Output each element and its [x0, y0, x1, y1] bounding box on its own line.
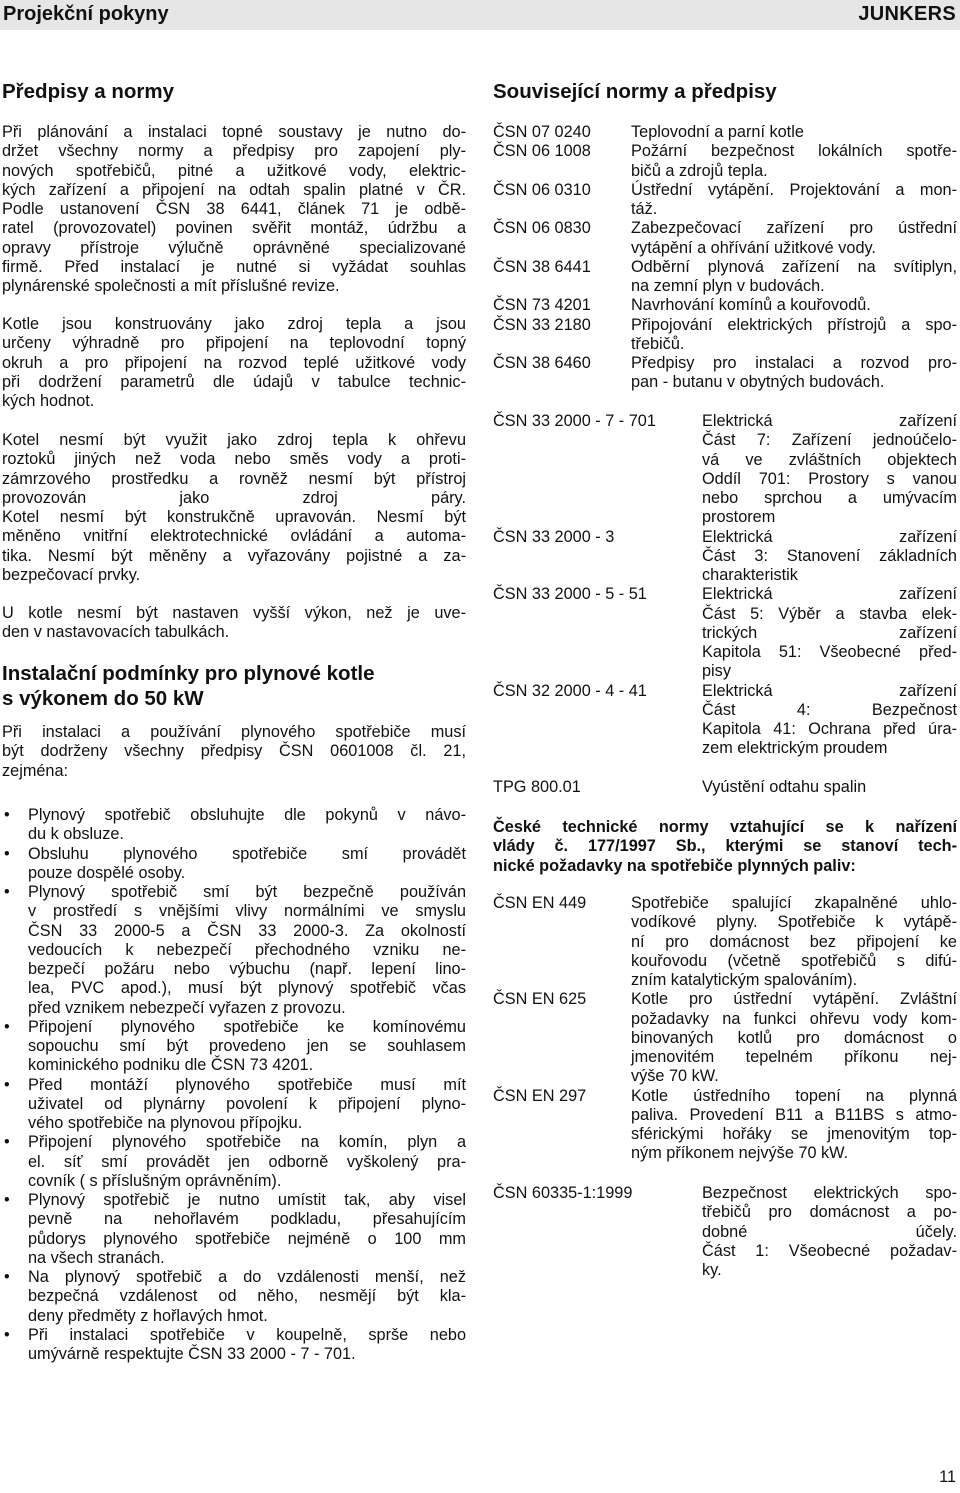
list-item-text-line: Před montáží plynového spotřebiče musí mít: [28, 1075, 466, 1094]
norm-description-line: nebo sprchou a umývacím: [702, 489, 957, 507]
norm-description-line: Kapitola 51: Všeobecné před-: [702, 643, 957, 661]
list-item: [2, 806, 466, 845]
norm-description-line: Část 7: Zařízení jednoúčelo-: [702, 431, 957, 450]
list-item-text-line: Plynový spotřebič smí být bezpečně používán: [28, 883, 466, 901]
norm-description: [702, 528, 957, 586]
norm-description-line: ným příkonem nejvýše 70 kW.: [631, 1144, 849, 1163]
list-item-text-line: Na plynový spotřebič a do vzdálenosti menší, než: [28, 1268, 466, 1286]
list-item-text-line: bezpečí požáru nebo výbuchu (např. lepení lino-: [28, 960, 466, 978]
norm-description-line: Vyústění odtahu spalin: [702, 777, 867, 796]
list-item-text-line: lea, PVC apod.), musí být plynový spotřebič včas: [28, 979, 466, 998]
paragraph-line: určeny výhradně pro připojení na teplovodní topný: [2, 334, 466, 353]
list-item: [2, 883, 466, 1018]
norm-description: [631, 142, 957, 181]
norm-code: ČSN EN 297: [493, 1086, 587, 1105]
norm-description-line: Odběrní plynová zařízení na svítiplyn,: [631, 257, 957, 276]
norm-description: [631, 219, 957, 258]
heading-regulations: Předpisy a normy: [2, 80, 175, 103]
paragraph-line: zámrzového prostředku a rovněž nesmí být přístroj: [2, 469, 466, 488]
list-item-text-line: Plynový spotřebič je nutno umístit tak, aby visel: [28, 1191, 466, 1209]
norm-description-line: charakteristik: [702, 566, 798, 584]
paragraph-line: U kotle nesmí být nastaven vyšší výkon, než je uve-: [2, 604, 466, 622]
requirements-list: [2, 806, 466, 1364]
paragraph-line: držet všechny normy a předpisy pro zapojení ply-: [2, 142, 466, 161]
brand-name: JUNKERS: [858, 3, 956, 25]
list-item-text-line: pouze dospělé osoby.: [28, 863, 186, 882]
paragraph-line: firmě. Před instalací je nutné si vyžádat souhlas: [2, 257, 466, 276]
norm-code: ČSN 32 2000 - 4 - 41: [493, 681, 647, 700]
paragraph-line: roztoků jiných než voda nebo směs vody a proti-: [2, 450, 466, 469]
paragraph-line: okruh a pro připojení na rozvod teplé užitkové vody: [2, 353, 466, 372]
paragraph-line: Kotel nesmí být konstrukčně upravován. Nesmí být: [2, 508, 466, 526]
list-item-text-line: sopouchu smí být provedeno jen se souhlasem: [28, 1037, 466, 1055]
norm-description: [631, 316, 957, 355]
norm-description: [631, 123, 957, 142]
norm-description-line: Požární bezpečnost lokálních spotře-: [631, 142, 957, 161]
list-item-text-line: půdorys plynového spotřebiče nejméně o 100 mm: [28, 1229, 466, 1248]
bullet-icon: •: [4, 1017, 10, 1036]
paragraph-line: kých zařízení a připojení na odtah spalin platné v ČR.: [2, 180, 466, 199]
norm-description-line: Teplovodní a parní kotle: [631, 123, 804, 141]
norm-description-line: prostorem: [702, 508, 776, 527]
list-item-text-line: Připojení plynového spotřebiče na komín, plyn a: [28, 1133, 466, 1152]
paragraph-line: Kotel nesmí být využit jako zdroj tepla k ohřevu: [2, 431, 466, 449]
norm-description-line: táž.: [631, 200, 658, 218]
norm-description-line: výše 70 kW.: [631, 1067, 719, 1086]
list-item-text-line: deny předměty z hořlavých hmot.: [28, 1306, 268, 1325]
paragraph-boilers: [2, 315, 466, 411]
bold-note-line: nické požadavky na spotřebiče plynných paliv:: [493, 856, 856, 875]
bullet-icon: •: [4, 844, 10, 863]
paragraph-line: Kotle jsou konstruovány jako zdroj tepla a jsou: [2, 315, 466, 333]
norm-code: ČSN 06 0830: [493, 219, 591, 238]
norm-description: [631, 354, 957, 393]
norm-description: [702, 682, 957, 759]
norm-code: ČSN 33 2000 - 7 - 701: [493, 412, 656, 430]
bullet-icon: •: [4, 883, 10, 901]
norm-description-line: Kapitola 41: Ochrana před úra-: [702, 720, 957, 738]
list-item-text-line: Plynový spotřebič obsluhujte dle pokynů v návo-: [28, 806, 466, 824]
norm-description-line: Elektrická zařízení: [702, 412, 957, 430]
paragraph-line: opravy přístroje výlučně oprávněné specializované: [2, 238, 466, 257]
header-title: Projekční pokyny: [3, 3, 169, 25]
bullet-icon: •: [4, 1133, 10, 1152]
norm-code: ČSN 60335-1:1999: [493, 1184, 633, 1202]
norm-description-line: kouřovodu (včetně spotřebičů s difú-: [631, 951, 957, 970]
list-item-text-line: uživatel od plynárny povolení k připojení plyno-: [28, 1094, 466, 1113]
norm-description-line: Zabezpečovací zařízení pro ústřední: [631, 219, 957, 238]
norm-description-line: ky.: [702, 1261, 722, 1279]
paragraph-line: den v nastavovacích tabulkách.: [2, 623, 230, 642]
list-item-text-line: el. síť smí provádět jen odborně vyškolený pra-: [28, 1152, 466, 1171]
norm-code: ČSN 38 6441: [493, 257, 591, 276]
norm-description: [702, 778, 957, 797]
norm-description-line: třebičů pro domácnost a po-: [702, 1203, 957, 1222]
norm-description-line: Kotle ústředního topení na plynná: [631, 1086, 957, 1105]
paragraph-line: při dodržení parametrů dle údajů v tabulce technic-: [2, 372, 466, 391]
paragraph-line: kých hodnot.: [2, 392, 95, 410]
norm-description-line: Připojování elektrických přístrojů a spo-: [631, 315, 957, 334]
norm-description-line: na zemní plyn v budovách.: [631, 277, 825, 295]
norm-description: [702, 1184, 957, 1280]
norm-description-line: Část 1: Všeobecné požadav-: [702, 1241, 957, 1260]
list-item: [2, 845, 466, 884]
norm-description-line: Elektrická zařízení: [702, 527, 957, 546]
paragraph-installation: [2, 723, 466, 781]
norm-description: [631, 296, 957, 315]
norm-description: [631, 990, 957, 1086]
paragraph-line: Podle ustanovení ČSN 38 6441, článek 71 je odbě-: [2, 200, 466, 218]
norm-description-line: Spotřebiče spalující zkapalněné uhlo-: [631, 894, 957, 912]
paragraph-restrictions: [2, 431, 466, 585]
norm-description-line: Ústřední vytápění. Projektování a mon-: [631, 180, 957, 199]
norm-description-line: binovaných kotlů pro domácnost o: [631, 1028, 957, 1047]
list-item-text-line: kominického podniku dle ČSN 73 4201.: [28, 1056, 314, 1075]
paragraph-line: bezpečovací prvky.: [2, 565, 141, 584]
norm-description: [631, 181, 957, 220]
norm-description-line: bičů a zdrojů tepla.: [631, 161, 768, 180]
heading-related-norms: Související normy a předpisy: [493, 80, 777, 103]
list-item-text-line: na všech stranách.: [28, 1248, 165, 1267]
list-item-text-line: v prostředí s vnějšími vlivy normálními ve smyslu: [28, 902, 466, 921]
norm-description-line: Oddíl 701: Prostory s vanou: [702, 469, 957, 488]
norm-description-line: požadavky na funkci ohřevu vody kom-: [631, 1009, 957, 1028]
bullet-icon: •: [4, 1325, 10, 1344]
norm-code: ČSN EN 625: [493, 990, 587, 1009]
norm-code: ČSN 33 2000 - 5 - 51: [493, 585, 647, 604]
paragraph-line: být dodrženy všechny předpisy ČSN 0601008 čl. 21,: [2, 742, 466, 761]
norm-description-line: Elektrická zařízení: [702, 681, 957, 700]
list-item: [2, 1133, 466, 1191]
list-item-text-line: covník ( s příslušným oprávněním).: [28, 1171, 282, 1190]
norm-description-line: Část 3: Stanovení základních: [702, 546, 957, 565]
page-header: [0, 0, 960, 30]
paragraph-line: provozován jako zdroj páry.: [2, 488, 466, 507]
heading-installation: [2, 662, 375, 711]
paragraph-line: Při instalaci a používání plynového spotřebiče musí: [2, 723, 466, 741]
bullet-icon: •: [4, 806, 10, 824]
bullet-icon: •: [4, 1268, 10, 1286]
paragraph-line: nových spotřebičů, pitné a užitkové vody, elektric-: [2, 161, 466, 180]
list-item: [2, 1268, 466, 1326]
norm-description: [631, 894, 957, 990]
norm-description-line: vytápění a ohřívání užitkové vody.: [631, 238, 876, 257]
list-item-text-line: vého spotřebiče na plynovou přípojku.: [28, 1114, 303, 1132]
paragraph-line: Při plánování a instalaci topné soustavy je nutno do-: [2, 123, 466, 141]
list-item-text-line: du k obsluze.: [28, 825, 124, 844]
norm-description: [631, 258, 957, 297]
list-item: [2, 1076, 466, 1134]
norm-description-line: Část 4: Bezpečnost: [702, 700, 957, 719]
norm-description-line: zním katalytickým spalováním).: [631, 971, 858, 989]
bullet-icon: •: [4, 1191, 10, 1209]
heading-installation-line-2: s výkonem do 50 kW: [2, 687, 204, 710]
norm-description-line: ní pro domácnost bez připojení ke: [631, 932, 957, 951]
norm-description-line: třebičů.: [631, 334, 685, 353]
paragraph-line: tika. Nesmí být měněny a vyřazovány pojistné a za-: [2, 546, 466, 565]
norm-code: ČSN 06 1008: [493, 142, 591, 161]
paragraph-power: [2, 604, 466, 643]
list-item: [2, 1191, 466, 1268]
list-item-text-line: ČSN 33 2000-5 a ČSN 33 2000-3. Za okolností: [28, 921, 466, 940]
norm-code: ČSN 07 0240: [493, 123, 591, 141]
norm-code: ČSN 33 2180: [493, 315, 591, 334]
page-number: 11: [939, 1468, 956, 1486]
list-item-text-line: Při instalaci spotřebiče v koupelně, sprše nebo: [28, 1325, 466, 1344]
norm-description: [631, 1087, 957, 1164]
norm-code: ČSN 06 0310: [493, 180, 591, 199]
paragraph-line: měněno vnitřní elektrotechnické ovládání a automa-: [2, 527, 466, 546]
norm-description-line: sférickými hořáky se jmenovitým top-: [631, 1125, 957, 1143]
paragraph-line: plynárenské společnosti a mít příslušné revize.: [2, 277, 340, 295]
list-item-text-line: umývárně respektujte ČSN 33 2000 - 7 - 701.: [28, 1345, 356, 1363]
norm-description-line: jmenovitém tepelném příkonu nej-: [631, 1048, 957, 1066]
list-item: [2, 1326, 466, 1365]
norm-description-line: vá ve zvláštních objektech: [702, 450, 957, 469]
heading-installation-line-1: Instalační podmínky pro plynové kotle: [2, 662, 375, 685]
czech-technical-norms-note: [493, 818, 957, 876]
norm-description-line: zem elektrickým proudem: [702, 739, 888, 758]
list-item-text-line: před vznikem nebezpečí vyřazen z provozu.: [28, 998, 346, 1017]
norm-description-line: Část 5: Výběr a stavba elek-: [702, 604, 957, 623]
bullet-icon: •: [4, 1075, 10, 1094]
list-item-text-line: pevně na nehořlavém podkladu, přesahujícím: [28, 1210, 466, 1229]
norm-code: ČSN 33 2000 - 3: [493, 527, 615, 546]
list-item: [2, 1018, 466, 1076]
norm-code: ČSN EN 449: [493, 894, 587, 912]
norm-code: TPG 800.01: [493, 777, 581, 796]
norm-description: [702, 585, 957, 681]
paragraph-planning: [2, 123, 466, 296]
norm-description-line: dobné účely.: [702, 1222, 957, 1241]
norm-code: ČSN 38 6460: [493, 354, 591, 372]
paragraph-line: zejména:: [2, 761, 69, 780]
list-item-text-line: vedoucích k nebezpečí přechodného vzniku ne-: [28, 940, 466, 959]
norm-description-line: pisy: [702, 662, 731, 681]
norm-description: [702, 412, 957, 528]
norm-description-line: Navrhování komínů a kouřovodů.: [631, 296, 871, 315]
bold-note-line: vlády č. 177/1997 Sb., kterými se stanoví tech-: [493, 837, 957, 856]
norm-description-line: paliva. Provedení B11 a B11BS s atmo-: [631, 1105, 957, 1124]
norm-description-line: pan - butanu v obytných budovách.: [631, 373, 885, 392]
bold-note-line: České technické normy vztahující se k nařízení: [493, 818, 957, 836]
norm-description-line: Elektrická zařízení: [702, 585, 957, 604]
norm-description-line: trických zařízení: [702, 623, 957, 642]
list-item-text-line: Obsluhu plynového spotřebiče smí provádět: [28, 844, 466, 863]
list-item-text-line: Připojení plynového spotřebiče ke komínovému: [28, 1017, 466, 1036]
paragraph-line: ratel (provozovatel) povinen svěřit montáž, údržbu a: [2, 219, 466, 238]
norm-code: ČSN 73 4201: [493, 296, 591, 315]
norm-description-line: Bezpečnost elektrických spo-: [702, 1184, 957, 1202]
norm-description-line: vodíkové plyny. Spotřebiče k vytápě-: [631, 913, 957, 932]
list-item-text-line: bezpečná vzdálenost od něho, nesmějí být kla-: [28, 1287, 466, 1306]
norm-description-line: Kotle pro ústřední vytápění. Zvláštní: [631, 990, 957, 1009]
norm-description-line: Předpisy pro instalaci a rozvod pro-: [631, 354, 957, 372]
